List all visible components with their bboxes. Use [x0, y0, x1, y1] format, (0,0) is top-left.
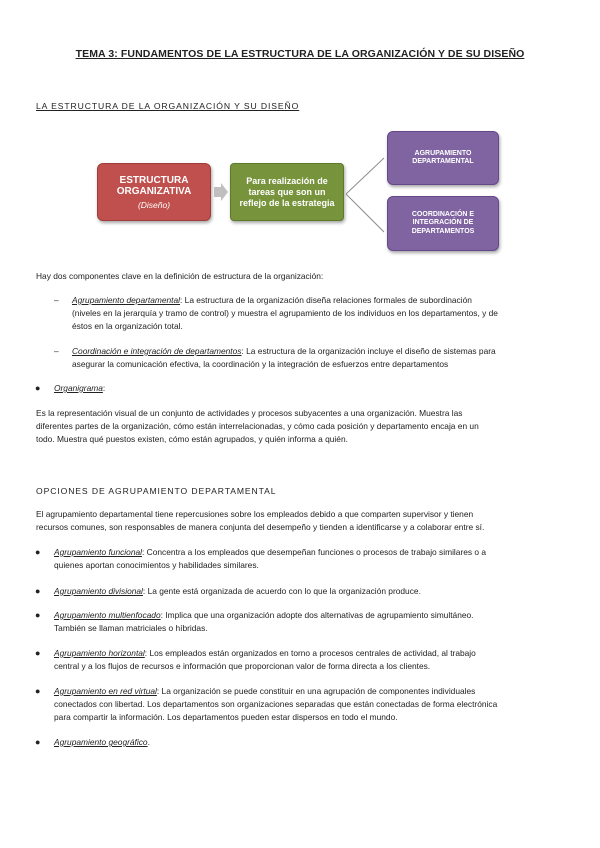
item-multienfocado [54, 609, 574, 635]
diagram-box-coordinacion [387, 196, 499, 251]
component-item-agrupamiento [72, 294, 572, 333]
organigrama-heading [54, 382, 105, 395]
term-organigrama: Organigrama [54, 383, 103, 393]
diagram-box-coordinacion-line2: INTEGRACIÓN DE [412, 219, 474, 227]
term-funcional: Agrupamiento funcional [54, 547, 142, 557]
term-horizontal: Agrupamiento horizontal [54, 648, 145, 658]
bullet-multienfocado: ● [35, 610, 41, 620]
diagram-box-realizacion-line3: reflejo de la estrategia [239, 197, 335, 208]
item-geografico [54, 736, 574, 749]
components-intro: Hay dos componentes clave en la definición de estructura de la organización: [36, 271, 324, 281]
red-virtual-line2: conectados con libertad. Los departamentos son organizaciones separadas que están conectadas de forma electrónica [54, 699, 498, 709]
multienfocado-line2: También se llaman matriciales o híbridas. [54, 623, 208, 633]
red-virtual-line1: : La organización se puede constituir en una agrupación de componentes individuales [156, 686, 476, 696]
item-funcional [54, 546, 574, 572]
diagram-box-estructura-sub: (Diseño) [137, 199, 171, 210]
organigrama-line2: diferentes partes de la organización, cómo están interrelacionadas, y cómo cada posición y departamento encaja en un [36, 421, 479, 431]
section-heading-estructura: LA ESTRUCTURA DE LA ORGANIZACIÓN Y SU DISEÑO [36, 101, 300, 111]
geografico-line1: . [147, 737, 150, 747]
bullet-divisional: ● [35, 586, 41, 596]
component-2-line1: : La estructura de la organización incluye el diseño de sistemas para [241, 346, 496, 356]
organigrama-definition [36, 407, 576, 446]
term-red-virtual: Agrupamiento en red virtual [54, 686, 157, 696]
red-virtual-line3: para compartir la información. Los departamentos pueden estar dispersos en todo el mundo. [54, 712, 398, 722]
diagram-box-coordinacion-line1: COORDINACIÓN E [411, 210, 475, 218]
dash-marker-1: – [54, 295, 59, 305]
funcional-line2: quienes aportan conocimientos y habilidades similares. [54, 560, 259, 570]
term-divisional: Agrupamiento divisional [54, 586, 143, 596]
diagram-box-agrupamiento-line2: DEPARTAMENTAL [412, 158, 474, 165]
arrow-branch [344, 136, 390, 252]
term-agrupamiento-departamental: Agrupamiento departamental [72, 295, 181, 305]
diagram-box-realizacion-line1: Para realización de [246, 175, 328, 186]
organigrama-colon: : [102, 383, 106, 393]
opciones-intro [36, 508, 576, 534]
term-coordinacion-integracion: Coordinación e integración de departamentos [72, 346, 242, 356]
item-horizontal [54, 647, 574, 673]
page-title: TEMA 3: FUNDAMENTOS DE LA ESTRUCTURA DE LA ORGANIZACIÓN Y DE SU DISEÑO [75, 48, 525, 60]
multienfocado-line1: : Implica que una organización adopte dos alternativas de agrupamiento simultáneo. [160, 610, 474, 620]
component-1-line3: éstos en la organización total. [72, 321, 183, 331]
opciones-intro-line1: El agrupamiento departamental tiene repercusiones sobre los empleados debido a que comparten supervisor y tienen [36, 509, 474, 519]
section-heading-opciones: OPCIONES DE AGRUPAMIENTO DEPARTAMENTAL [36, 486, 277, 496]
component-1-line2: (niveles en la jerarquía y tramo de control) y muestra el agrupamiento de los individuos en los departamentos, y de [72, 308, 498, 318]
dash-marker-2: – [54, 346, 59, 356]
bullet-red-virtual: ● [35, 686, 41, 696]
organigrama-line1: Es la representación visual de un conjunto de actividades y procesos subyacentes a una organización. Muestra las [36, 408, 463, 418]
organigrama-line3: todo. Muestra qué puestos existen, cómo están agrupados, y quién informa a quién. [36, 434, 348, 444]
diagram-box-estructura-line2: ORGANIZATIVA [116, 185, 192, 197]
diagram-box-estructura-line1: ESTRUCTURA [119, 174, 189, 186]
bullet-funcional: ● [35, 547, 41, 557]
term-geografico: Agrupamiento geográfico [54, 737, 148, 747]
horizontal-line2: central y a los flujos de recursos e información que proporcionan valor de forma directa a los clientes. [54, 661, 431, 671]
term-multienfocado: Agrupamiento multienfocado [54, 610, 161, 620]
horizontal-line1: : Los empleados están organizados en torno a procesos centrales de actividad, al trabajo [144, 648, 476, 658]
arrow-right-1 [214, 183, 228, 201]
item-divisional [54, 585, 574, 598]
item-red-virtual [54, 685, 574, 724]
diagram-box-agrupamiento-line1: AGRUPAMIENTO [414, 149, 472, 157]
divisional-line1: : La gente está organizada de acuerdo con lo que la organización produce. [142, 586, 421, 596]
component-item-coordinacion [72, 345, 572, 371]
component-2-line2: asegurar la comunicación efectiva, la coordinación y la integración de esfuerzos entre departamentos [72, 359, 449, 369]
bullet-organigrama: ● [35, 383, 41, 393]
diagram-box-realizacion-line2: tareas que son un [248, 186, 326, 197]
diagram-box-coordinacion-line3: DEPARTAMENTOS [411, 227, 475, 235]
component-1-line1: : La estructura de la organización diseña relaciones formales de subordinación [180, 295, 472, 305]
diagram-box-agrupamiento [387, 131, 499, 185]
diagram-box-realizacion [230, 163, 344, 221]
bullet-horizontal: ● [35, 648, 41, 658]
funcional-line1: : Concentra a los empleados que desempeñan funciones o procesos de trabajo similares o a [142, 547, 487, 557]
diagram-box-estructura [97, 163, 211, 221]
opciones-intro-line2: recursos comunes, son responsables de manera conjunta del desempeño y tienden a identificarse y a colaborar entre sí. [36, 522, 485, 532]
bullet-geografico: ● [35, 737, 41, 747]
